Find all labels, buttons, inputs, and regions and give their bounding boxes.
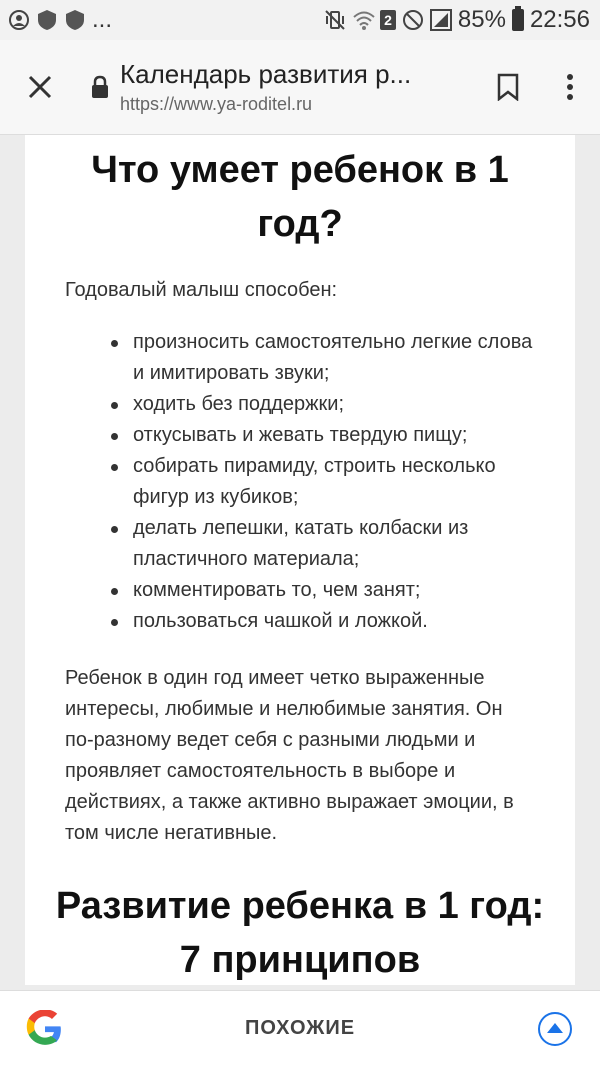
custom-tab-toolbar [0, 40, 600, 135]
account-circle-icon [8, 9, 30, 31]
list-item: откусывать и жевать твердую пищу; [133, 420, 535, 451]
page-url: https://www.ya-roditel.ru [120, 94, 313, 114]
bottom-bar [0, 990, 600, 1066]
title-url-area[interactable] [120, 59, 476, 115]
section-heading-2: Развитие ребенка в 1 год: 7 принципов [55, 885, 545, 981]
do-not-disturb-icon [402, 9, 424, 31]
list-item: делать лепешки, катать колбаски из пластичного материала; [133, 513, 535, 575]
wifi-icon [352, 9, 374, 31]
battery-icon [512, 9, 524, 31]
shield-icon [36, 9, 58, 31]
list-item: комментировать то, чем занят; [133, 575, 535, 606]
more-options-button[interactable] [540, 40, 600, 134]
similar-button[interactable]: ПОХОЖИЕ [244, 1017, 356, 1039]
page-title: Календарь развития р... [120, 59, 412, 89]
sim-badge: 2 [380, 10, 396, 30]
close-button[interactable] [0, 40, 80, 134]
lock-icon[interactable] [80, 75, 120, 99]
body-paragraph: Ребенок в один год имеет четко выраженные интересы, любимые и нелюбимые занятия. Он по-разному ведет себя с разными людьми и проявляет самостоятельность в выборе и действиях, а также активно выражает эмоции, в том числе негативные. [65, 667, 514, 844]
article-content [25, 135, 575, 985]
chevron-up-icon [537, 1011, 573, 1047]
battery-percent: 85% [457, 6, 506, 33]
signal-icon [430, 9, 452, 31]
section-heading: Что умеет ребенок в 1 год? [91, 149, 509, 245]
list-item: произносить самостоятельно легкие слова и имитировать звуки; [133, 327, 535, 389]
intro-text: Годовалый малыш способен: [65, 279, 338, 301]
shield-icon [64, 9, 86, 31]
more-vert-icon [566, 73, 574, 101]
skills-list [25, 327, 575, 637]
close-icon [27, 74, 53, 100]
list-item: собирать пирамиду, строить несколько фигур из кубиков; [133, 451, 535, 513]
bookmark-button[interactable] [476, 40, 540, 134]
bookmark-icon [497, 73, 519, 101]
google-logo-icon[interactable] [0, 1010, 90, 1048]
list-item: ходить без поддержки; [133, 389, 535, 420]
more-notifications-indicator: ... [92, 6, 113, 33]
clock: 22:56 [529, 6, 590, 33]
status-bar [0, 0, 600, 40]
vibrate-icon [324, 9, 346, 31]
list-item: пользоваться чашкой и ложкой. [133, 606, 535, 637]
expand-up-button[interactable] [510, 1011, 600, 1047]
